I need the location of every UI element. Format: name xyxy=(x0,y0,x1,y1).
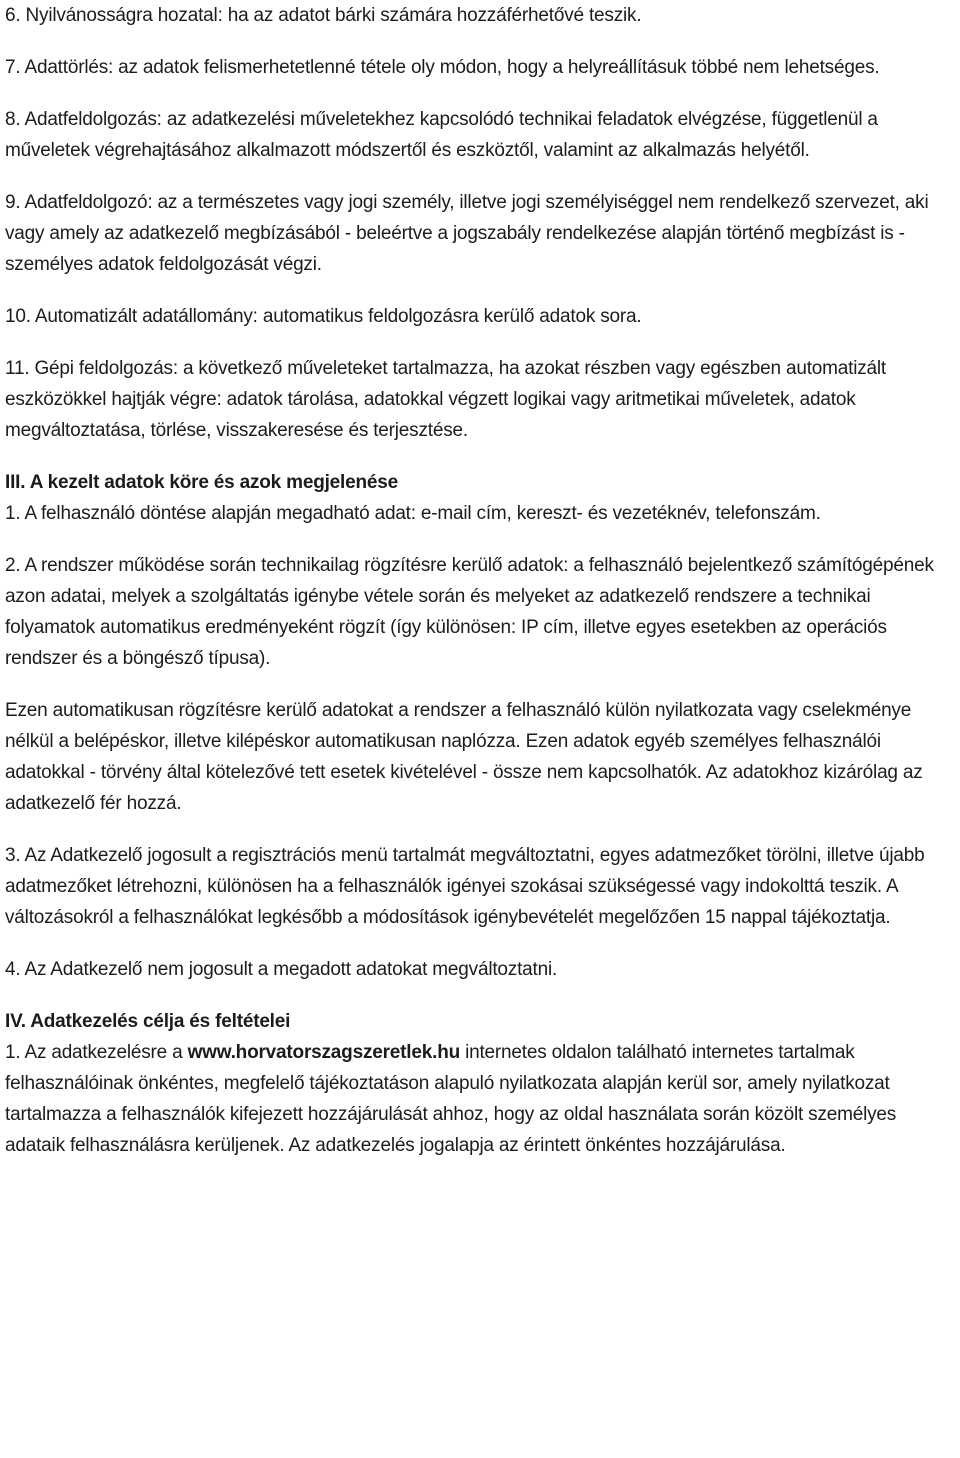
definition-7: 7. Adattörlés: az adatok felismerhetetlenné tétele oly módon, hogy a helyreállításuk többé nem lehetséges. xyxy=(5,57,880,78)
section-3-item-2-continued: Ezen automatikusan rögzítésre kerülő adatokat a rendszer a felhasználó külön nyilatkozata vagy cselekménye nélkül a belépéskor, illetve kilépéskor automatikusan naplózza. Ezen adatok egyéb személyes felhasználói adatokkal - törvény által kötelezővé tett esetek kivételével - össze nem kapcsolhatók. Az adatokhoz kizárólag az adatkezelő fér hozzá. xyxy=(5,700,923,814)
website-url-link[interactable]: www.horvatorszagszeretlek.hu xyxy=(187,1042,461,1063)
section-3-item-4: 4. Az Adatkezelő nem jogosult a megadott adatokat megváltoztatni. xyxy=(5,959,558,980)
definition-8: 8. Adatfeldolgozás: az adatkezelési műveletekhez kapcsolódó technikai feladatok elvégzése, függetlenül a műveletek végrehajtásához alkalmazott módszertől és eszköztől, valamint az alkalmazás helyétől. xyxy=(5,109,878,161)
section-4-heading: IV. Adatkezelés célja és feltételei xyxy=(5,1011,291,1032)
definition-6: 6. Nyilvánosságra hozatal: ha az adatot bárki számára hozzáférhetővé teszik. xyxy=(5,5,642,26)
section-3-item-2: 2. A rendszer működése során technikailag rögzítésre kerülő adatok: a felhasználó bejelentkező számítógépének azon adatai, melyek a szolgáltatás igénybe vétele során és melyeket az adatkezelő rendszere a technikai folyamatok automatikus eredményeként rögzít (így különösen: IP cím, illetve egyes esetekben az operációs rendszer és a böngésző típusa). xyxy=(5,555,934,669)
section-3-heading: III. A kezelt adatok köre és azok megjelenése xyxy=(5,472,398,493)
section-3-item-3: 3. Az Adatkezelő jogosult a regisztrációs menü tartalmát megváltoztatni, egyes adatmezőket törölni, illetve újabb adatmezőket létrehozni, különösen ha a felhasználók igényei szokásai szükségessé vagy indokolttá teszik. A változásokról a felhasználókat legkésőbb a módosítások igénybevételét megelőzően 15 nappal tájékoztatja. xyxy=(5,845,925,928)
section-4-item-1 xyxy=(5,1037,956,1161)
section-4-item-1-prefix: 1. Az adatkezelésre a xyxy=(5,1042,188,1063)
definition-9: 9. Adatfeldolgozó: az a természetes vagy jogi személy, illetve jogi személyiséggel nem rendelkező szervezet, aki vagy amely az adatkezelő megbízásából - beleértve a jogszabály rendelkezése alapján történő megbízást is - személyes adatok feldolgozását végzi. xyxy=(5,192,929,275)
definition-11: 11. Gépi feldolgozás: a következő műveleteket tartalmazza, ha azokat részben vagy egészben automatizált eszközökkel hajtják végre: adatok tárolása, adatokkal végzett logikai vagy aritmetikai műveletek, adatok megváltoztatása, törlése, visszakeresése és terjesztése. xyxy=(5,358,887,441)
definition-10: 10. Automatizált adatállomány: automatikus feldolgozásra kerülő adatok sora. xyxy=(5,306,642,327)
section-4-item-1-suffix: internetes oldalon található internetes tartalmak felhasználóinak önkéntes, megfelelő tájékoztatáson alapuló nyilatkozata alapján kerül sor, amely nyilatkozat tartalmazza a felhasználók kifejezett hozzájárulását ahhoz, hogy az oldal használata során közölt személyes adataik felhasználásra kerüljenek. Az adatkezelés jogalapja az érintett önkéntes hozzájárulása. xyxy=(5,1042,897,1156)
section-3-item-1: 1. A felhasználó döntése alapján megadható adat: e-mail cím, kereszt- és vezetéknév, telefonszám. xyxy=(5,503,821,524)
